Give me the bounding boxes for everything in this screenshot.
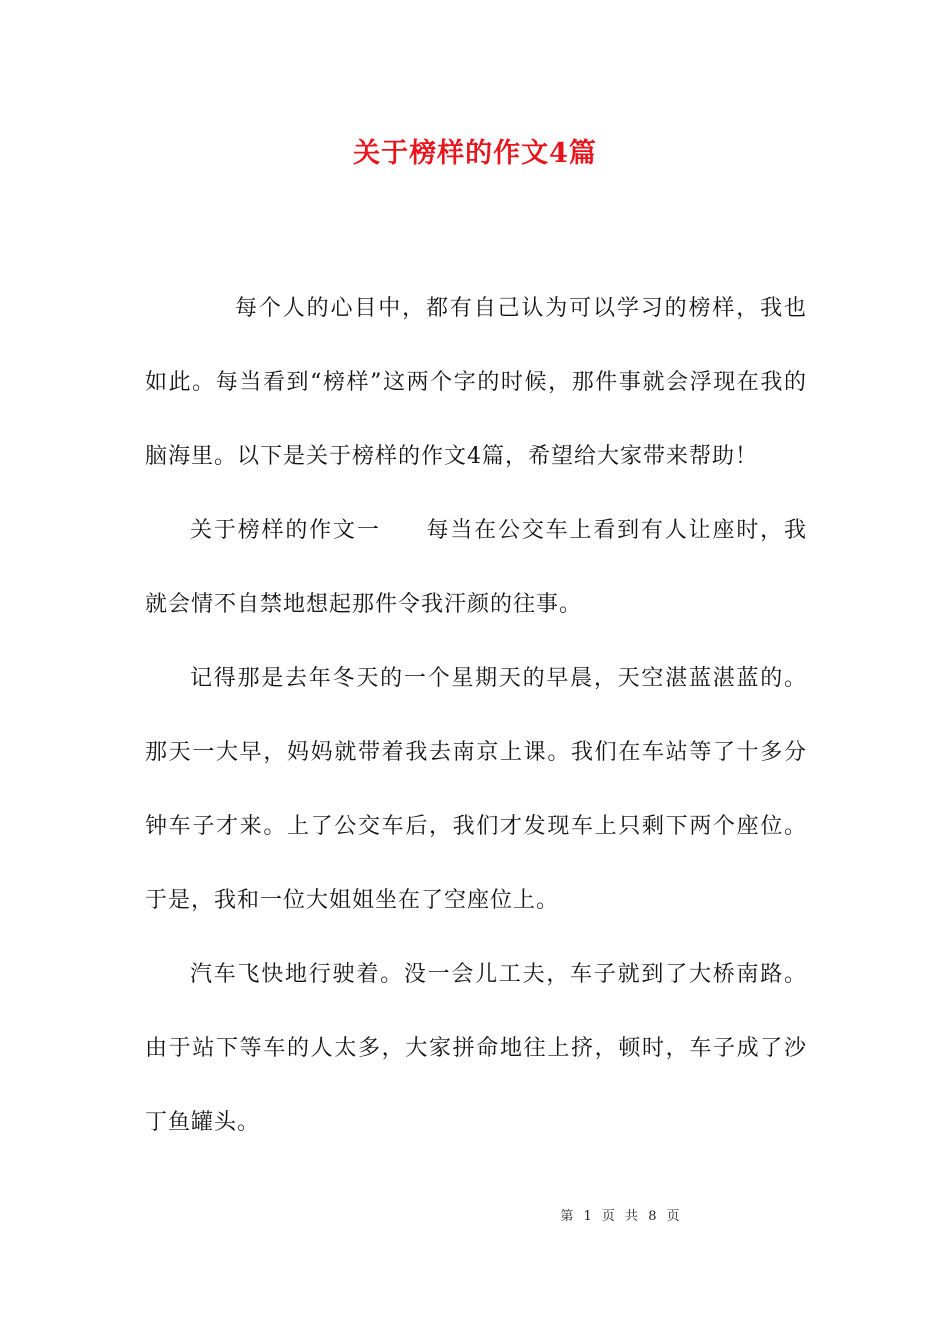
page-number: 第 1 页 共 8 页: [560, 1209, 680, 1224]
section-one-paragraph: [145, 494, 807, 642]
document-body: [145, 272, 807, 1160]
body-paragraph: 汽车飞快地行驶着。没一会儿工夫，车子就到了大桥南路。由于站下等车的人太多，大家拼命地往上挤，顿时，车子成了沙丁鱼罐头。: [145, 962, 807, 1135]
section-one-text: 每当在公交车上看到有人让座时，我就会情不自禁地想起那件令我汗颜的往事。: [145, 518, 807, 617]
body-paragraph: 记得那是去年冬天的一个星期天的早晨，天空湛蓝湛蓝的。那天一大早，妈妈就带着我去南京上课。我们在车站等了十多分钟车子才来。上了公交车后，我们才发现车上只剩下两个座位。于是，我和一位大姐姐坐在了空座位上。: [145, 666, 807, 913]
document-title: 关于榜样的作文4篇: [353, 138, 597, 169]
section-heading: 关于榜样的作文一: [190, 518, 381, 543]
intro-paragraph: 每个人的心目中，都有自己认为可以学习的榜样，我也如此。每当看到“榜样”这两个字的时候，那件事就会浮现在我的脑海里。以下是关于榜样的作文4篇，希望给大家带来帮助！: [145, 296, 807, 469]
